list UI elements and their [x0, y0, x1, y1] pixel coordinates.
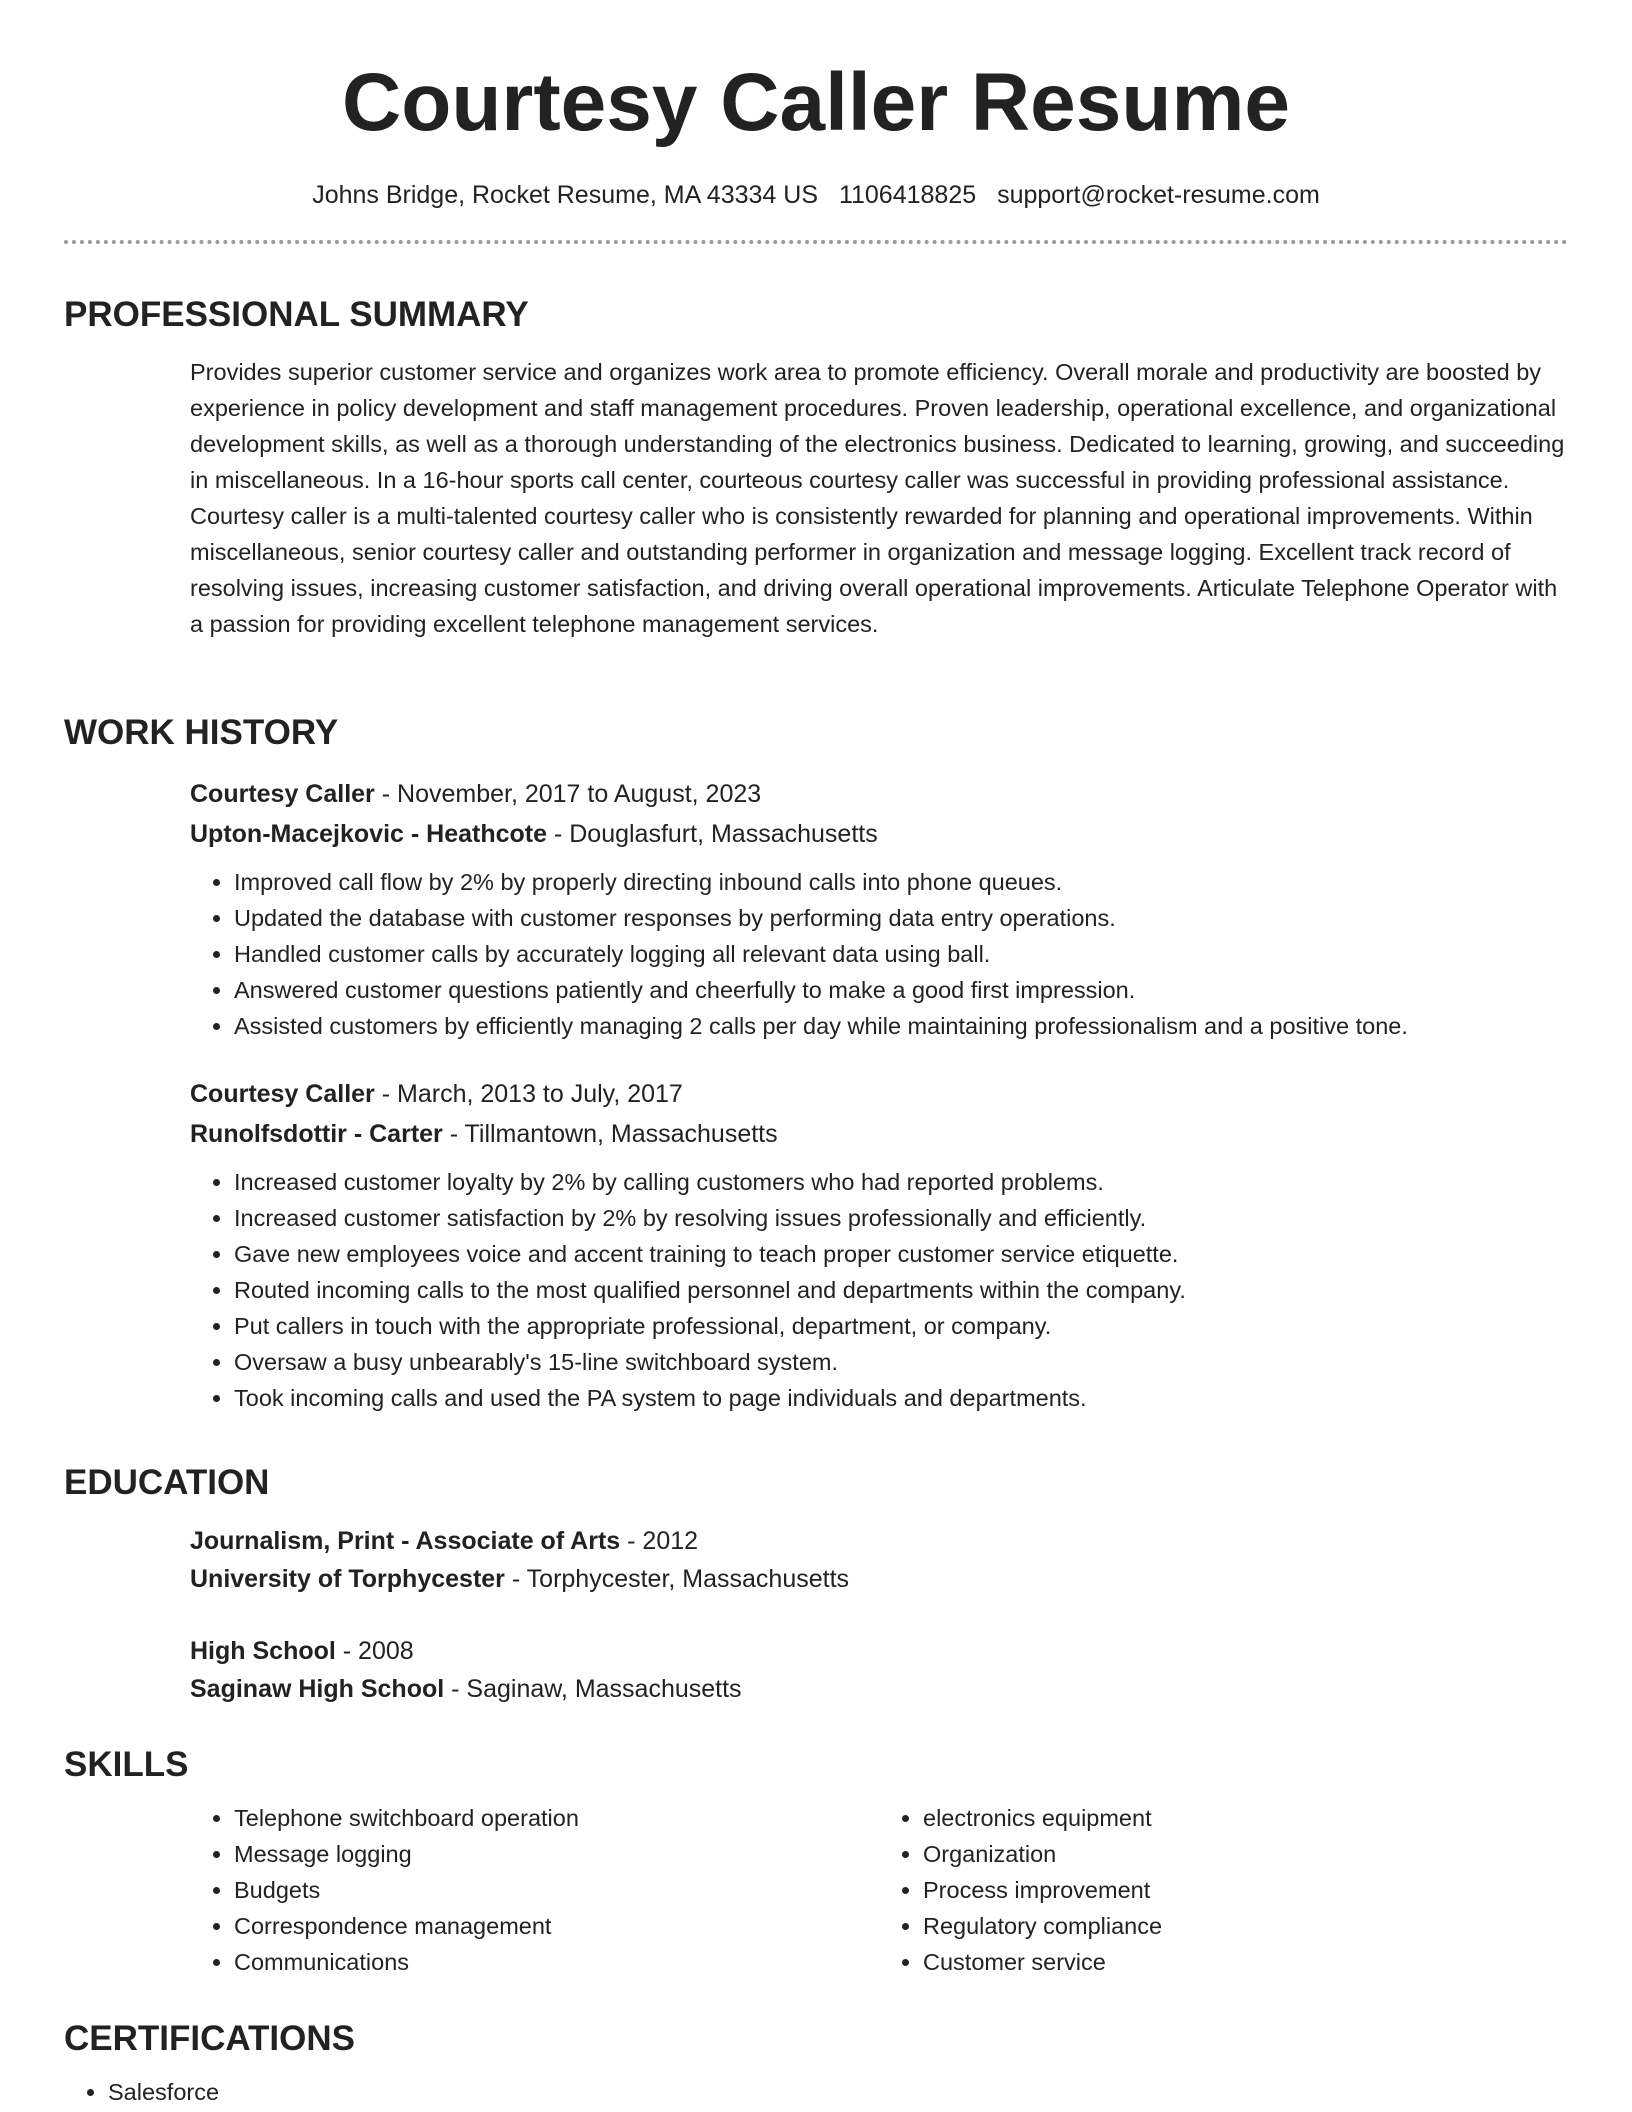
work-history-section [64, 712, 1568, 1416]
summary-text: Provides superior customer service and organizes work area to promote efficiency. Overall morale and productivity are boosted by experience in policy development and staff management procedures. Proven leadership, operational excellence, and organizational development skills, as well as a thorough understanding of the electronics business. Dedicated to learning, growing, and succeeding in miscellaneous. In a 16-hour sports call center, courteous courtesy caller was successful in providing professional assistance. Courtesy caller is a multi-talented courtesy caller who is consistently rewarded for planning and operational improvements. Within miscellaneous, senior courtesy caller and outstanding performer in organization and message logging. Excellent track record of resolving issues, increasing customer satisfaction, and driving overall operational improvements. Articulate Telephone Operator with a passion for providing excellent telephone management services. [190, 359, 1565, 637]
job-bullets [190, 1164, 1568, 1416]
skill-item: • Customer service [923, 1944, 1568, 1980]
job-bullet: • Put callers in touch with the appropriate professional, department, or company. [234, 1308, 1568, 1344]
skill-item: • Regulatory compliance [923, 1908, 1568, 1944]
header-divider [64, 240, 1568, 244]
job-company: Runolfsdottir - Carter [190, 1120, 443, 1148]
skill-item: • Correspondence management [234, 1908, 879, 1944]
education-year: - 2012 [620, 1527, 699, 1555]
summary-heading: PROFESSIONAL SUMMARY [64, 295, 529, 334]
certifications-heading: CERTIFICATIONS [64, 2019, 356, 2058]
education-school: University of Torphycester [190, 1565, 505, 1593]
job-role: Courtesy Caller [190, 780, 375, 808]
education-degree-line [190, 1522, 1568, 1560]
skill-item: • Organization [923, 1836, 1568, 1872]
job-bullet: • Handled customer calls by accurately logging all relevant data using ball. [234, 936, 1568, 972]
skill-item: • Process improvement [923, 1872, 1568, 1908]
job-role: Courtesy Caller [190, 1080, 375, 1108]
work-history-heading: WORK HISTORY [64, 713, 339, 752]
job-bullet: • Oversaw a busy unbearably's 15-line switchboard system. [234, 1344, 1568, 1380]
education-heading: EDUCATION [64, 1463, 270, 1502]
certifications-section [64, 2018, 1568, 2110]
skills-section [64, 1744, 1568, 1980]
resume-title: Courtesy Caller Resume [342, 57, 1290, 148]
summary-section [64, 294, 1568, 642]
job-bullet: • Updated the database with customer responses by performing data entry operations. [234, 900, 1568, 936]
education-school: Saginaw High School [190, 1675, 445, 1703]
job-bullets [190, 864, 1568, 1044]
skill-item: • Telephone switchboard operation [234, 1800, 879, 1836]
skill-item: • Message logging [234, 1836, 879, 1872]
education-location: - Saginaw, Massachusetts [444, 1675, 742, 1703]
contact-line [64, 180, 1568, 210]
contact-phone: 1106418825 [838, 181, 977, 209]
job-bullet: • Improved call flow by 2% by properly directing inbound calls into phone queues. [234, 864, 1568, 900]
certifications-list [64, 2074, 1568, 2110]
skill-item: • electronics equipment [923, 1800, 1568, 1836]
contact-address: Johns Bridge, Rocket Resume, MA 43334 US [312, 181, 818, 209]
education-school-line [190, 1670, 1568, 1708]
job-bullet: • Took incoming calls and used the PA system to page individuals and departments. [234, 1380, 1568, 1416]
skill-item: • Communications [234, 1944, 879, 1980]
education-year: - 2008 [335, 1637, 414, 1665]
job-company-line [190, 814, 1568, 854]
job-dates: - March, 2013 to July, 2017 [374, 1080, 683, 1108]
job-location: - Douglasfurt, Massachusetts [547, 820, 878, 848]
contact-email: support@rocket-resume.com [997, 181, 1320, 209]
skill-item: • Budgets [234, 1872, 879, 1908]
resume-page [64, 0, 1568, 2105]
job-bullet: • Assisted customers by efficiently managing 2 calls per day while maintaining professionalism and a positive tone. [234, 1008, 1568, 1044]
job-entry [190, 1074, 1568, 1416]
education-entry [190, 1632, 1568, 1708]
job-company-line [190, 1114, 1568, 1154]
education-degree: High School [190, 1637, 336, 1665]
skills-list-left [190, 1800, 879, 1980]
education-section [64, 1462, 1568, 1708]
certification-item: • Salesforce [108, 2074, 1568, 2110]
job-dates: - November, 2017 to August, 2023 [374, 780, 762, 808]
job-bullet: • Routed incoming calls to the most qualified personnel and departments within the company. [234, 1272, 1568, 1308]
job-bullet: • Gave new employees voice and accent training to teach proper customer service etiquette. [234, 1236, 1568, 1272]
job-title-line [190, 1074, 1568, 1114]
job-bullet: • Increased customer loyalty by 2% by calling customers who had reported problems. [234, 1164, 1568, 1200]
skills-list-right [879, 1800, 1568, 1980]
job-company: Upton-Macejkovic - Heathcote [190, 820, 548, 848]
job-title-line [190, 774, 1568, 814]
skills-columns [190, 1800, 1568, 1980]
education-school-line [190, 1560, 1568, 1598]
skills-heading: SKILLS [64, 1745, 189, 1784]
education-location: - Torphycester, Massachusetts [504, 1565, 850, 1593]
education-entry [190, 1522, 1568, 1598]
job-bullet: • Answered customer questions patiently and cheerfully to make a good first impression. [234, 972, 1568, 1008]
job-location: - Tillmantown, Massachusetts [442, 1120, 778, 1148]
job-entry [190, 774, 1568, 1044]
job-bullet: • Increased customer satisfaction by 2% by resolving issues professionally and efficiently. [234, 1200, 1568, 1236]
education-degree: Journalism, Print - Associate of Arts [190, 1527, 621, 1555]
education-degree-line [190, 1632, 1568, 1670]
